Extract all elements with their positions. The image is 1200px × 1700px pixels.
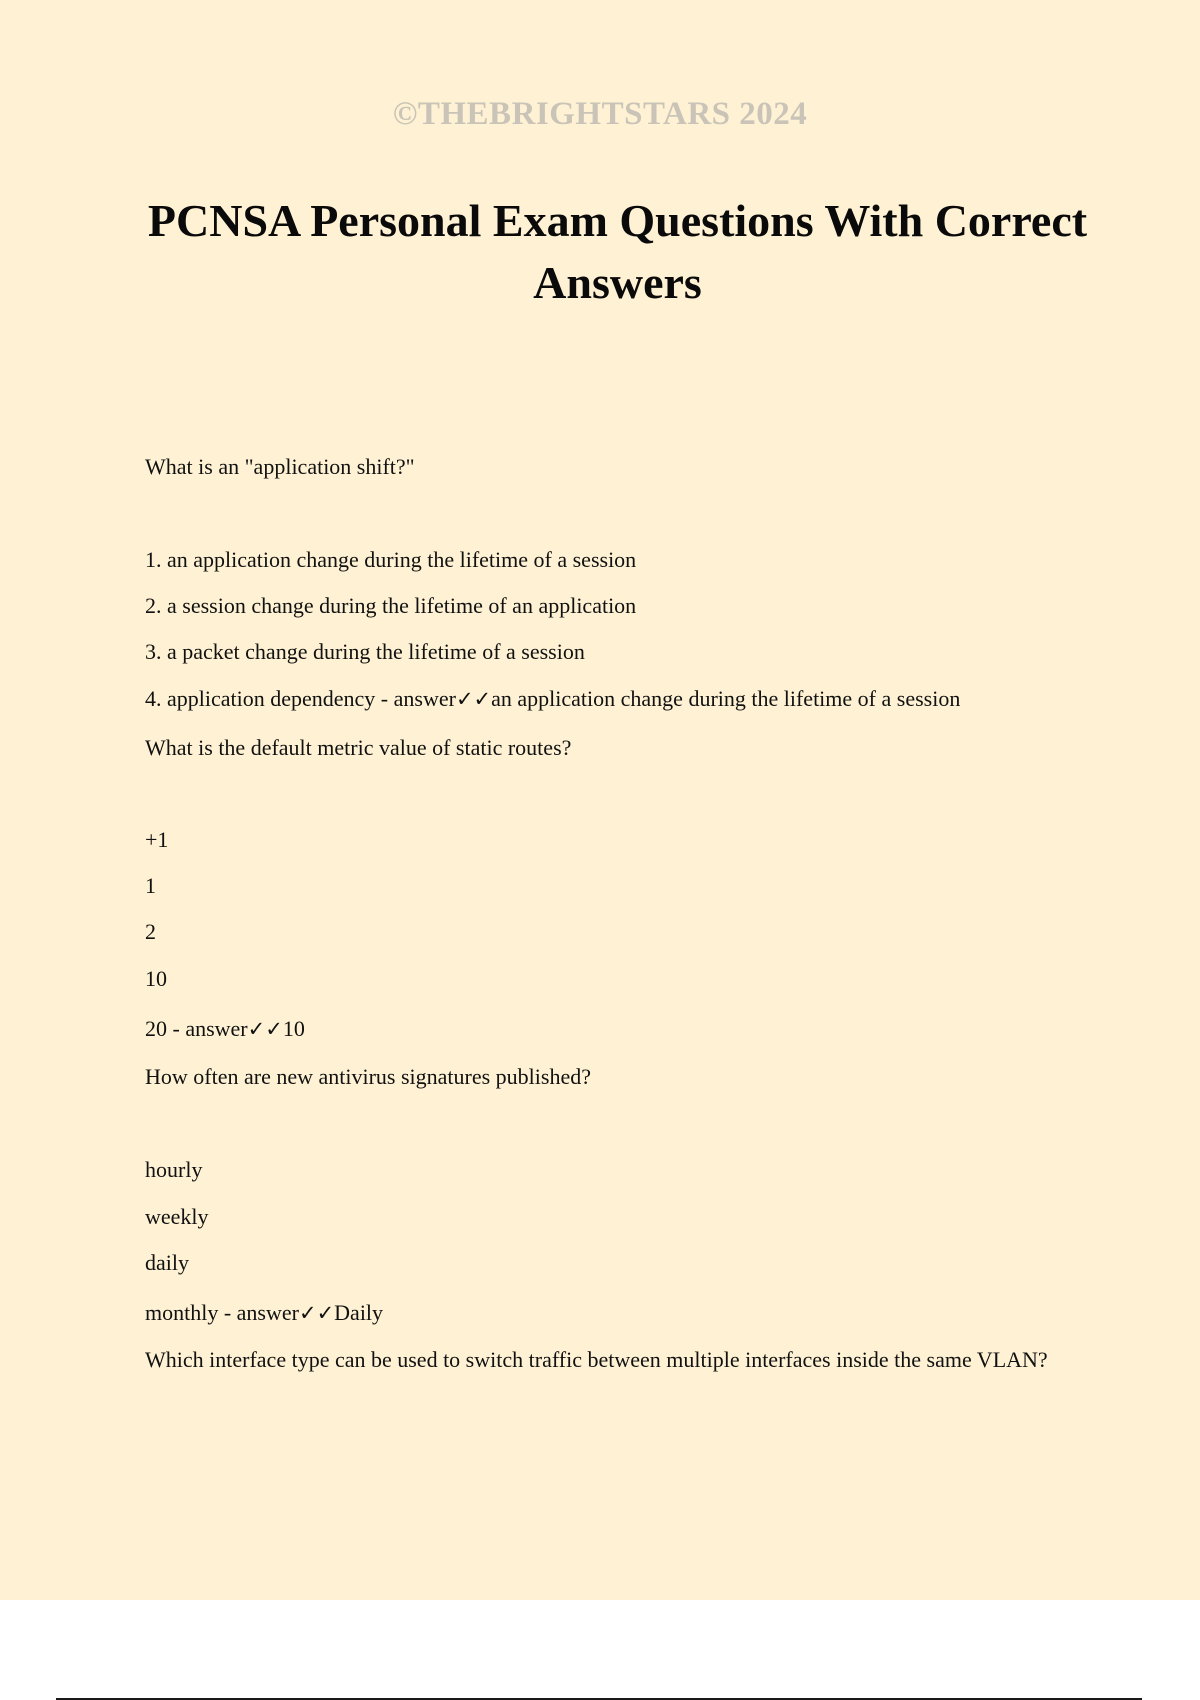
q3-option-4-with-answer [145,1298,1065,1328]
q3-option-4: monthly - answer [145,1300,299,1325]
q2-option-2: 1 [145,873,156,898]
q2-option-1: +1 [145,827,169,852]
q1-answer: an application change during the lifetime of a session [491,686,961,711]
q1-option-2: 2. a session change during the lifetime of an application [145,593,637,618]
question-3: How often are new antivirus signatures published? [145,1064,591,1089]
q2-option-5-with-answer [145,1014,1065,1044]
check-mark-icon: ✓✓ [247,1017,283,1041]
q1-option-4-with-answer [145,684,1065,714]
q3-option-3: daily [145,1250,189,1275]
q1-option-3: 3. a packet change during the lifetime of a session [145,639,585,664]
q1-option-1: 1. an application change during the lifetime of a session [145,547,637,572]
q2-option-5: 20 - answer [145,1016,248,1041]
q3-option-2: weekly [145,1204,209,1229]
question-4: Which interface type can be used to switch traffic between multiple interfaces inside the same VLAN? [145,1347,1048,1372]
page-title: PCNSA Personal Exam Questions With Correct Answers [147,195,1088,308]
q3-option-1: hourly [145,1157,203,1182]
question-2: What is the default metric value of static routes? [145,735,572,760]
q2-option-3: 2 [145,919,156,944]
q2-option-4: 10 [145,966,167,991]
watermark: ©THEBRIGHTSTARS 2024 [392,96,808,132]
question-1: What is an "application shift?" [145,454,415,479]
check-mark-icon: ✓✓ [455,687,492,711]
q1-option-4: 4. application dependency - answer [145,686,456,711]
check-mark-icon: ✓✓ [298,1301,335,1325]
q3-answer: Daily [334,1300,384,1325]
q2-answer: 10 [282,1016,305,1041]
